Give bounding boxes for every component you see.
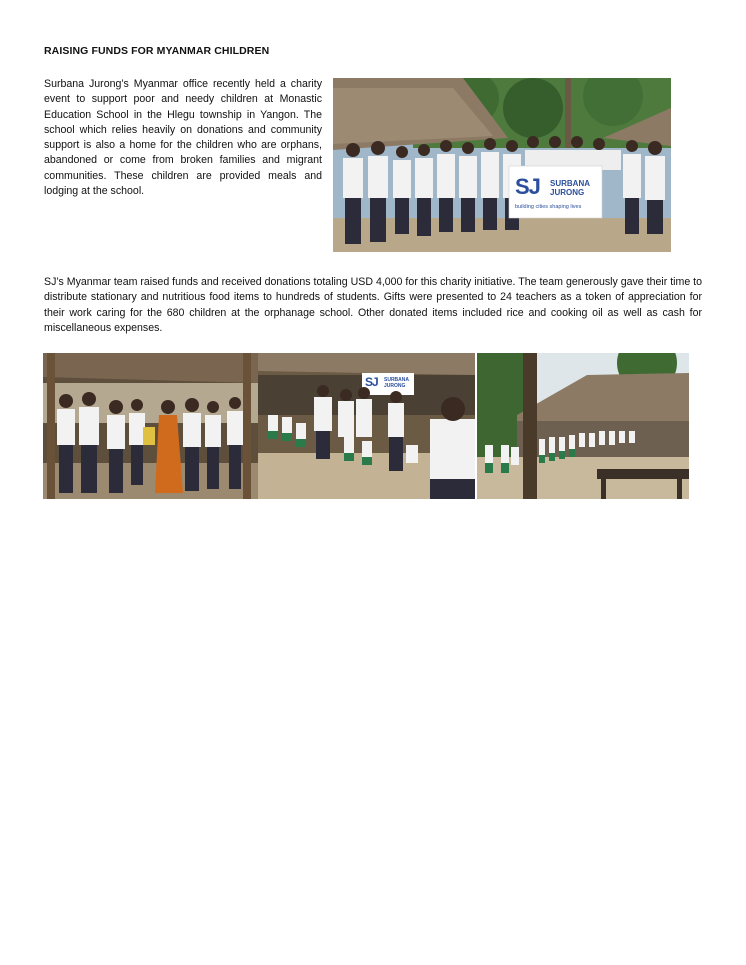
details-paragraph: SJ’s Myanmar team raised funds and received donations totaling USD 4,000 for this charity initiative. The team generously gave their time to distribute stationary and nutritious food items to hundreds of students. Gifts were presented to 24 teachers as a token of appreciation for their work caring for the 680 children at the orphanage school. Other donated items included rice and cooking oil as well as cash for miscellaneous expenses. — [44, 276, 702, 334]
sj-logo: SJ — [515, 174, 540, 199]
surbana-jurong-sign — [362, 373, 414, 395]
banner-name-line1: SURBANA — [550, 179, 590, 188]
surbana-jurong-banner — [509, 166, 602, 218]
article-title: RAISING FUNDS FOR MYANMAR CHILDREN — [44, 45, 270, 57]
students-lineup-photo — [477, 353, 689, 499]
sj-logo-small: SJ — [365, 375, 378, 389]
donation-handover-photo — [43, 353, 258, 499]
banner-tagline: building cities shaping lives — [515, 204, 582, 210]
sign-name-line2: JURONG — [384, 383, 406, 389]
intro-paragraph: Surbana Jurong’s Myanmar office recently held a charity event to support poor and needy children at Monastic Education School in the Hlegu township in Yangon. The school which relies heavily on donations and community support is also a home for the children who are orphans, abandoned or come from broken families and migrant communities. These children are provided meals and lodging at the school. — [44, 78, 322, 198]
sign-name-line1: SURBANA — [384, 377, 409, 383]
group-photo — [333, 78, 671, 252]
banner-name-line2: JURONG — [550, 188, 585, 197]
